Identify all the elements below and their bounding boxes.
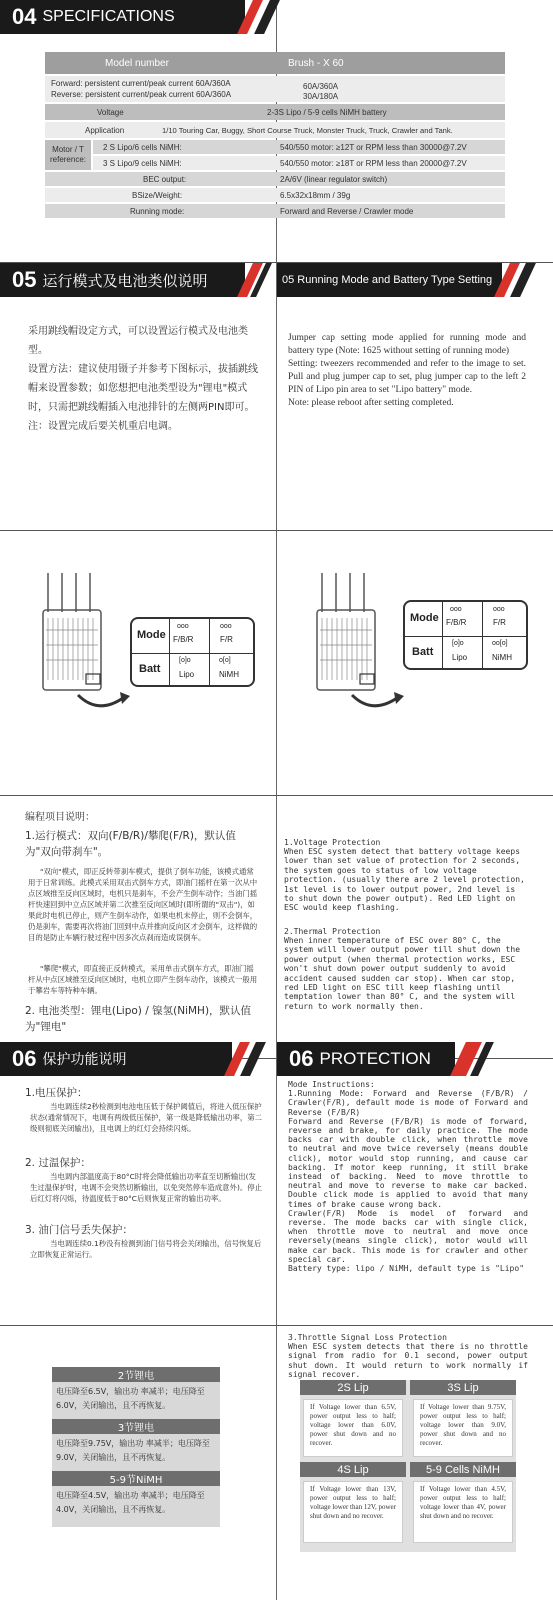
spec-current-row	[45, 76, 505, 102]
reverse-value: 30A/180A	[303, 92, 339, 101]
spec-application-row	[45, 122, 505, 138]
cell-text: If Voltage lower than 4.5V, power output less to half; voltage lower than 4V, power shut down and no recover.	[413, 1481, 513, 1543]
section-06-banner-en	[277, 1042, 455, 1076]
motor-label: Motor / T reference:	[49, 145, 87, 164]
program-item1-p2: "攀爬"模式，即直接正反转模式，采用单击式倒车方式，即油门摇杆从中点区域推至反向区域时，电机立即产生倒车动作，该模式一般用于攀岩车等特种车辆。	[28, 964, 258, 995]
voltage-protection-text: When ESC system detect that battery voltage keeps lower than set value of protection for 2 seconds, the system goes to status of low voltage protection. (usually there are 2 level protection, 1st level is to lower output power, 2nd level is to shut down the power output). Red LED light on ESC would keep flashing.	[284, 847, 525, 913]
mode-instructions-en: Mode Instructions: 1.Running Mode: Forward and Reverse (F/B/R) / Crawler(F/R), default mode is mode of Forward and Reverse (F/B/R) Forward and Reverse (F/B/R) is mode of forward, reverse and brake, for daily practice. The mode backs car with double click, when throttle move to neutral and move twice reversely (means double click), motor would stop running, and cause car backing. If motor keep running, it still brake instead of backing. Need to move throttle to neutral and move to reverse to make car backed. Double click mode is applied to avoid that many times of brake cause wrong back. Crawler(F/R) Mode is model of forward and reverse. The mode backs car with single click, when throttle move to neutral and move once reversely(means single click), motor would will make car back. This mode is for crawler and other special car. Battery type: lipo / NiMH, default type is "Lipo"	[288, 1080, 528, 1274]
section-number: 06	[289, 1046, 314, 1071]
spec-motor-row1	[93, 140, 505, 154]
cn-signal-title: 3. 油门信号丢失保护：	[25, 1224, 133, 1236]
divider	[0, 795, 553, 796]
section-title-en: PROTECTION	[319, 1049, 431, 1068]
motor-row2-value: 540/550 motor: ≥18T or RPM less than 20000@7.2V	[280, 158, 467, 168]
thermal-protection-text: When inner temperature of ESC over 80° C, the system will lower output power till shut down the power output (when thermal protection works, ESC won't shut down power output suddenly to avoid accident caused sudden car stop). When car stop, red LED light on ESC till keep flashing until temptation lower than 80° C, and the system will return to work normally then.	[284, 936, 521, 1011]
mode-label: Mode	[410, 612, 439, 624]
cell-text: If Voltage lower than 9.75V, power output less to half; voltage lower than 9.0V, power shut down and no recover.	[413, 1399, 513, 1457]
program-item1-title: 1.运行模式：双向(F/B/R)/攀爬(F/R)，默认值为"双向带刹车"。	[25, 830, 236, 858]
pin-icon: oo[o]	[492, 640, 508, 647]
fr-label: F/R	[220, 635, 233, 644]
spec-voltage-row	[45, 104, 505, 120]
forward-label: Forward: persistent current/peak current 60A/360A	[51, 79, 231, 88]
section-05-banner-en	[277, 263, 502, 297]
pin-icon: [o]o	[452, 640, 464, 647]
cn-thermal-text: 当电调内部温度高于80°C时将会降低输出功率直至切断输出(发生过温保护时，电调不会突然切断输出，以免突然停车造成意外)。停止后红灯将闪烁，待温度低于80°C后则恢复正常的输出功率。	[30, 1172, 262, 1203]
section-05-banner-cn	[0, 263, 245, 297]
bec-label: BEC output:	[143, 174, 187, 184]
running-label: Running mode:	[130, 206, 185, 216]
program-item2-title: 2. 电池类型：锂电(Lipo) / 镍氢(NiMH)，默认值为"锂电"	[25, 1005, 252, 1033]
box-divider	[442, 602, 443, 668]
section-05-text-en: Jumper cap setting mode applied for running mode and battery type (Note: 1625 without setting of running mode) Setting: tweezers recommended and refer to the image to set. Pull and plug jumper cap to set, plug jumper cap to the left 2 PIN of Lipo pin area to set "Lipo battery" mode. Note: please reboot after setting completed.	[288, 333, 526, 408]
cell-text: 电压降至4.5V，输出功 率减半；电压降至4.0V，关闭输出，且不再恢复。	[56, 1491, 205, 1514]
pin-icon: ooo	[450, 606, 462, 613]
motor-row1-value: 540/550 motor: ≥12T or RPM less than 30000@7.2V	[280, 142, 467, 152]
throttle-title: 3.Throttle Signal Loss Protection	[288, 1333, 447, 1342]
cell-head: 2节锂电	[52, 1367, 220, 1382]
section-title: SPECIFICATIONS	[42, 8, 175, 25]
box-divider	[169, 619, 170, 685]
spec-motor-label	[45, 140, 91, 170]
spec-size-row	[45, 188, 505, 202]
jumper-mode-box-left	[130, 617, 255, 687]
box-divider	[132, 653, 253, 654]
nimh-label: NiMH	[219, 670, 239, 679]
motor-row1-label: 2 S Lipo/6 cells NiMH:	[103, 142, 182, 152]
cell-text: If Voltage lower than 13V, power output less to half; voltage lower than 12V, power shut down and no recover.	[303, 1481, 403, 1543]
program-heading: 编程项目说明：	[25, 812, 95, 823]
cell-head: 5-9 Cells NiMH	[410, 1462, 516, 1477]
cn-voltage-text: 当电调连续2秒检测到电池电压低于保护阈值后，将进入低压保护状态(通常情况下，电调有两级低压保护，第一级是降低输出功率，第二级则彻底关闭输出)，且电调上的红灯会持续闪烁。	[30, 1102, 262, 1133]
center-divider	[276, 0, 277, 1600]
jumper-mode-box-right	[403, 600, 528, 670]
pin-icon: ooo	[177, 623, 189, 630]
cell-head: 5-9节NiMH	[52, 1471, 220, 1486]
program-item1-p1: "双向"模式，即正反转带刹车模式，提供了倒车功能，该模式通常用于日常训练。此模式采用双击式倒车方式，即油门摇杆在第一次从中点区域推至反向区域时，电机只是刹车，不会产生倒车动作；当油门摇杆快速回到中立点区域并第二次推至反向区域时(即所谓的"双击")，如果此时电机已停止，则产生倒车动作，如果电机未停止，则不会倒车，仍是刹车，需要再次将油门回到中点并推向反向区才会倒车，这样做的目的是防止车辆行驶过程中因多次点刹而造成误倒车。	[28, 867, 258, 942]
application-value: 1/10 Touring Car, Buggy, Short Course Truck, Monster Truck, Truck, Crawler and Tank.	[162, 125, 453, 135]
divider	[0, 530, 553, 531]
section-title-cn: 保护功能说明	[42, 1052, 127, 1068]
forward-value: 60A/360A	[303, 82, 339, 91]
running-value: Forward and Reverse / Crawler mode	[280, 206, 414, 216]
voltage-value: 2-3S Lipo / 5-9 cells NiMH battery	[267, 107, 387, 117]
spec-motor-row2	[93, 156, 505, 170]
section-title-cn: 运行模式及电池类似说明	[42, 271, 208, 290]
section-number: 05	[12, 267, 37, 292]
section-06-banner-cn	[0, 1042, 232, 1076]
cell-text: If Voltage lower than 6.5V, power output less to half; voltage lower than 6.0V, power shut down and no recover.	[303, 1399, 403, 1457]
voltage-protection-title: 1.Voltage Protection	[284, 838, 381, 847]
thermal-protection-title: 2.Thermal Protection	[284, 927, 381, 936]
section-04-banner	[0, 0, 245, 34]
pin-icon: o[o]	[219, 657, 231, 664]
cn-cell-table	[52, 1367, 220, 1527]
spec-running-row	[45, 204, 505, 218]
batt-label: Batt	[139, 663, 161, 675]
throttle-text: When ESC system detects that there is no throttle signal from radio for 0.1 second, power output shut down. It would return to work normally if signal recover.	[288, 1342, 528, 1379]
divider	[0, 1325, 553, 1326]
box-divider	[482, 602, 483, 668]
fbr-label: F/B/R	[446, 618, 467, 627]
size-label: BSize/Weight:	[132, 190, 183, 200]
box-divider	[209, 619, 210, 685]
cell-head: 3节锂电	[52, 1419, 220, 1434]
bec-value: 2A/6V (linear regulator switch)	[280, 174, 388, 184]
cell-text: 电压降至9.75V，输出功 率减半；电压降至 9.0V，关闭输出，且不再恢复。	[56, 1439, 210, 1462]
nimh-label: NiMH	[492, 653, 512, 662]
cell-head: 2S Lip	[300, 1380, 406, 1395]
mode-label: Mode	[137, 629, 166, 641]
batt-label: Batt	[412, 646, 434, 658]
cell-head: 3S Lip	[410, 1380, 516, 1395]
section-05-text-cn: 采用跳线帽设定方式，可以设置运行模式及电池类型。 设置方法：建议使用镊子并参考下图标示，拔插跳线帽来设置参数；如您想把电池类型设为"锂电"模式时，只需把跳线帽插入电池排针的左侧两PIN即可。 注：设置完成后要关机重启电调。	[28, 326, 258, 432]
section-title-en: 05 Running Mode and Battery Type Setting	[282, 274, 493, 286]
model-label: Model number	[105, 57, 169, 69]
size-value: 6.5x32x18mm / 39g	[280, 190, 351, 200]
voltage-label: Voltage	[97, 107, 124, 117]
spec-bec-row	[45, 172, 505, 186]
section-number: 04	[12, 4, 37, 29]
model-value: Brush - X 60	[288, 57, 344, 69]
box-divider	[405, 636, 526, 637]
pin-icon: ooo	[220, 623, 232, 630]
cn-thermal-title: 2. 过温保护：	[25, 1157, 91, 1169]
cell-head: 4S Lip	[300, 1462, 406, 1477]
spec-model-row	[45, 52, 505, 74]
en-cell-table	[300, 1380, 516, 1552]
motor-row2-label: 3 S Lipo/9 cells NiMH:	[103, 158, 182, 168]
cell-text: 电压降至6.5V，输出功 率减半；电压降至6.0V，关闭输出，且不再恢复。	[56, 1387, 205, 1410]
pin-icon: [o]o	[179, 657, 191, 664]
lipo-label: Lipo	[452, 653, 468, 662]
lipo-label: Lipo	[179, 670, 195, 679]
section-number: 06	[12, 1046, 37, 1071]
pin-icon: ooo	[493, 606, 505, 613]
cn-signal-text: 当电调连续0.1秒没有检测到油门信号将会关闭输出，信号恢复后立即恢复正常运行。	[30, 1239, 262, 1259]
fbr-label: F/B/R	[173, 635, 194, 644]
cn-voltage-title: 1.电压保护：	[25, 1087, 88, 1099]
fr-label: F/R	[493, 618, 506, 627]
reverse-label: Reverse: persistent current/peak current 60A/360A	[51, 90, 232, 99]
application-label: Application	[85, 125, 125, 135]
